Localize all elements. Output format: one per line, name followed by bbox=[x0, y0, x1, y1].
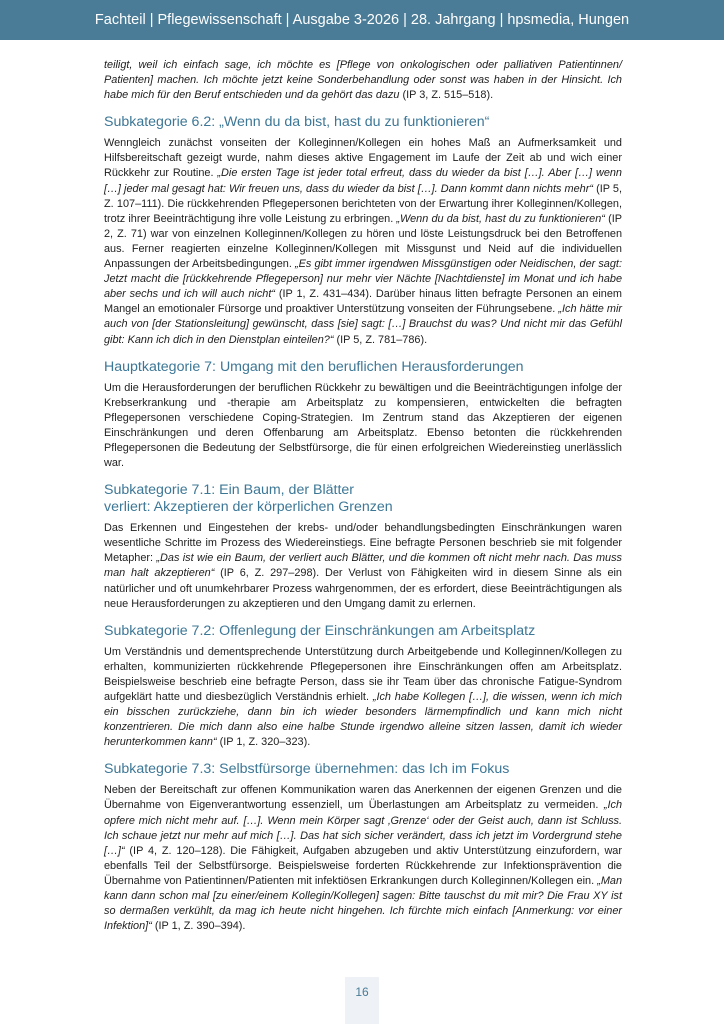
body-text: (IP 2, Z. 71) war von einzelnen Kolleginnen/Kollegen zu hören und löste Leistungsdruck bei den Betroffenen aus. Ferner reagierten einzelne Kolleginnen/Kollegen mit Missgunst und Neid auf die individuellen Anpassungen der Arbeitsbedingungen. bbox=[104, 212, 622, 271]
intro-paragraph bbox=[104, 58, 622, 103]
sections-container bbox=[104, 114, 622, 934]
interview-quote: „Das ist wie ein Baum, der verliert auch Blätter, und die kommen oft nicht mehr nach. Das muss man halt akzeptieren“ bbox=[104, 552, 622, 580]
interview-quote: „Wenn du da bist, hast du zu funktionieren“ bbox=[396, 212, 605, 225]
section-paragraph bbox=[104, 521, 622, 612]
body-text: Neben der Bereitschaft zur offenen Kommunikation waren das Anerkennen der eigenen Grenzen und die Übernahme von Eigenverantwortung essenziell, um Überlastungen am Arbeitsplatz zu vermeiden. bbox=[104, 784, 622, 812]
interview-quote: „Ich hätte mir auch von [der Stationsleitung] gewünscht, dass [sie] sagt: […] Brauchst du was? Und nicht mir das Gefühl gibt: Kann ich dich in den Dienstplan einteilen?“ bbox=[104, 303, 623, 346]
body-text: (IP 1, Z. 320–323). bbox=[216, 736, 311, 749]
section-heading: Subkategorie 7.3: Selbstfürsorge übernehmen: das Ich im Fokus bbox=[104, 761, 510, 778]
header-text: Fachteil | Pflegewissenschaft | Ausgabe 3-2026 | 28. Jahrgang | hpsmedia, Hungen bbox=[94, 12, 630, 28]
section-heading: Subkategorie 7.2: Offenlegung der Einschränkungen am Arbeitsplatz bbox=[104, 622, 536, 639]
page-number-tab bbox=[345, 977, 379, 1024]
journal-header bbox=[0, 0, 724, 40]
body-text: (IP 6, Z. 297–298). Der Verlust von Fähigkeiten wird in diesem Sinne als ein natürlicher und oft unumkehrbarer Prozess wahrgenommen, der es erfordert, diese Beeinträchtigungen als neue Herausforderungen zu akzeptieren und den Umgang damit zu erlernen. bbox=[104, 567, 622, 610]
body-text: Um Verständnis und dementsprechende Unterstützung durch Arbeitgebende und Kolleginnen/Kollegen zu erhalten, kommunizierten rückkehrende Pflegepersonen ihre Einschränkungen offen am Arbeitsplatz. Beispielsweise beschrieb eine befragte Person, dass sie ihr Team über das chronische Fatigue-Syndrom aufgeklärt hatte und diesbezüglich Verständnis erhielt. bbox=[104, 645, 622, 703]
body-text: (IP 1, Z. 390–394). bbox=[151, 920, 246, 933]
body-text: (IP 1, Z. 431–434). Darüber hinaus litten befragte Personen an einem Mangel an emotionaler Fürsorge und proaktiver Unterstützung vonseiten der Führungsebene. bbox=[104, 288, 622, 316]
section-paragraph bbox=[104, 783, 622, 934]
intro-ref: (IP 3, Z. 515–518). bbox=[399, 89, 494, 102]
body-text: (IP 5, Z. 781–786). bbox=[333, 333, 428, 346]
interview-quote: „Die ersten Tage ist jeder total erfreut, dass du wieder da bist […]. Aber […] wenn […] jeder mal gesagt hat: Wir freuen uns, dass du wieder da bist […]. Dann kommt dann nichts mehr“ bbox=[104, 167, 622, 195]
body-text: Um die Herausforderungen der beruflichen Rückkehr zu bewältigen und die Beeinträchtigungen infolge der Krebserkrankung und -therapie am Arbeitsplatz zu kompensieren, entwickelten die befragten Pflegepersonen verschiedene Coping-Strategien. Im Zentrum stand das Akzeptieren der eigenen Einschränkungen und deren Offenbarung am Arbeitsplatz. Ebenso betonten die rückkehrenden Pflegepersonen die Bedeutung der Selbstfürsorge, die für einen erfolgreichen Wiedereinstieg unerlässlich war. bbox=[104, 381, 622, 470]
article-body bbox=[104, 50, 622, 934]
interview-quote: „Es gibt immer irgendwen Missgünstigen oder Neidischen, der sagt: Jetzt macht die [rückkehrende Pflegeperson] nur mehr vier Nächte [Nachtdienste] im Monat und ich habe aber sechs und ich will auch nicht“ bbox=[104, 258, 622, 301]
section-paragraph bbox=[104, 645, 622, 751]
interview-quote: „Ich opfere mich nicht mehr auf. […]. Wenn mein Körper sagt ‚Grenze‘ oder der Geist auch, dann ist Schluss. Ich schaue jetzt nur mehr auf mich […]. Das hat sich sicher verändert, dass ich jetzt im Vordergrund stehe […]“ bbox=[104, 799, 622, 857]
intro-quote: teiligt, weil ich einfach sage, ich möchte es [Pflege von onkologischen oder palliativen Patientinnen/ Patienten] machen. Ich möchte jetzt keine Sonderbehandlung oder sonst was haben in der Hinsicht. Ich habe mich für den Beruf entschieden und da gehört das dazu bbox=[104, 59, 622, 102]
section-heading: Subkategorie 6.2: „Wenn du da bist, hast du zu funktionieren“ bbox=[104, 114, 490, 131]
body-text: Das Erkennen und Eingestehen der krebs- und/oder behandlungsbedingten Einschränkungen waren wesentliche Schritte im Prozess des Wiedereinstiegs. Eine befragte Personen beschrieb sie mit folgender Metapher: bbox=[104, 522, 622, 565]
section-heading: Hauptkategorie 7: Umgang mit den beruflichen Herausforderungen bbox=[104, 358, 524, 375]
body-text: (IP 4, Z. 120–128). Die Fähigkeit, Aufgaben abzugeben und aktiv Unterstützung einzufordern, war ebenfalls Teil der Selbstfürsorge. Beispielsweise forderten Rückkehrende zur Infektionsprävention die Übernahme von Patientinnen/Patienten mit infektiösen Erkrankungen durch Kolleginnen/Kollegen ein. bbox=[104, 844, 622, 887]
page-number: 16 bbox=[355, 985, 369, 999]
body-text: Wenngleich zunächst vonseiten der Kolleginnen/Kollegen ein hohes Maß an Aufmerksamkeit und Hilfsbereitschaft gezeigt wurde, nahm dieses aktive Engagement im Laufe der Zeit ab und wich einer Rückkehr zur Routine. bbox=[104, 137, 622, 180]
interview-quote: „Ich habe Kollegen […], die wissen, wenn ich mich ein bisschen zurückziehe, dann bin ich wieder besonders lärmempfindlich und kann mich nicht konzentrieren. Die mich dann also eine halbe Stunde irgendwo alleine sitzen lassen, damit ich wieder herunterkommen kann“ bbox=[104, 691, 623, 749]
interview-quote: „Man kann dann schon mal [zu einer/einem Kollegin/Kollegen] sagen: Bitte tauschst du mit mir? Die Frau XY ist so dermaßen verkühlt, da mag ich heute nicht hingehen. Ich fürchte mich einfach [Anmerkung: vor einer Infektion]“ bbox=[104, 874, 622, 933]
body-text: (IP 5, Z. 107–111). Die rückkehrenden Pflegepersonen berichteten von der Erwartung ihrer Kolleginnen/Kollegen, trotz ihrer Beeinträchtigung ihre volle Leistung zu erbringen. bbox=[104, 182, 622, 225]
section-paragraph bbox=[104, 136, 622, 347]
section-paragraph bbox=[104, 381, 622, 472]
section-heading: Subkategorie 7.1: Ein Baum, der Blätter verliert: Akzeptieren der körperlichen Grenzen bbox=[104, 482, 393, 516]
